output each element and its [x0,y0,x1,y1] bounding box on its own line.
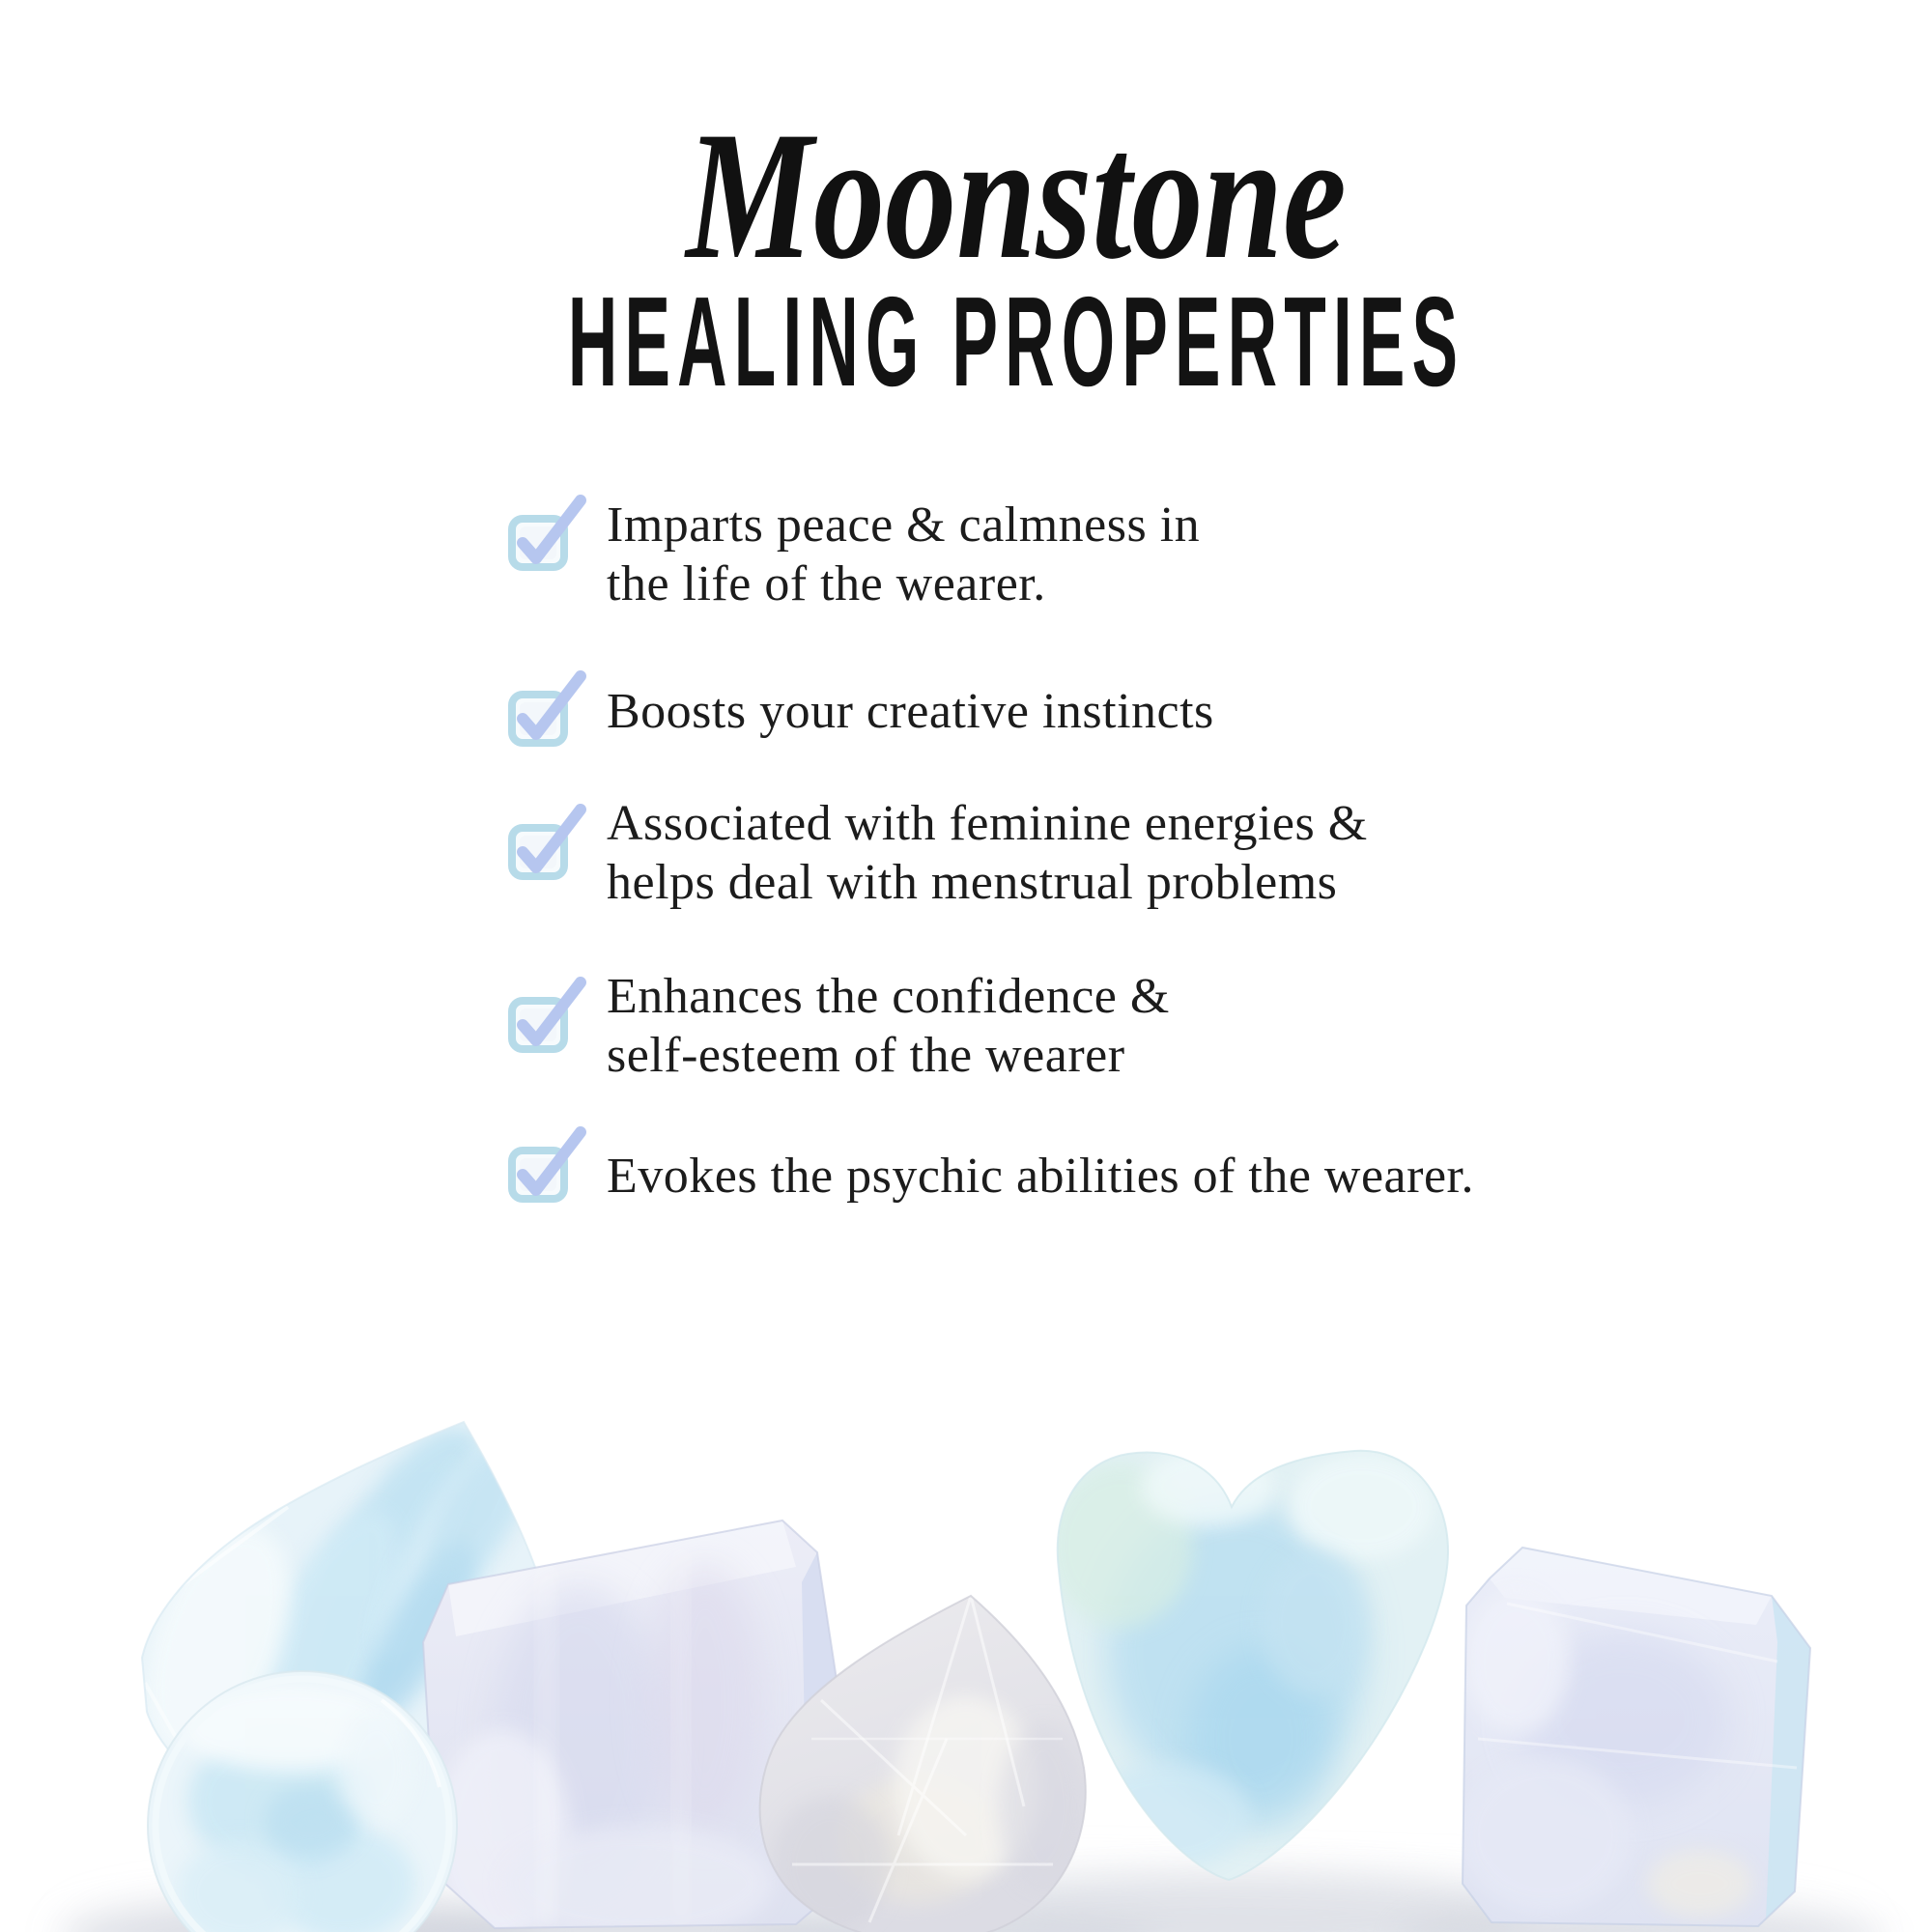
checklist-line: Evokes the psychic abilities of the wearer. [607,1149,1474,1204]
checklist-line: Boosts your creative instincts [607,684,1214,739]
checklist-line: the life of the wearer. [607,556,1046,611]
checklist-item [607,682,1214,741]
checklist-line: helps deal with menstrual problems [607,855,1338,910]
checklist-item [607,496,1200,613]
checklist-item [607,967,1170,1085]
page-title: Moonstone [686,95,1347,298]
gem-cushion-square [1459,1548,1810,1926]
checklist-line: self-esteem of the wearer [607,1028,1125,1083]
checklist-line: Imparts peace & calmness in [607,497,1201,553]
checklist-item [607,1147,1474,1206]
checked-checkbox-icon [506,803,591,882]
page-subtitle: HEALING PROPERTIES [567,270,1465,412]
moonstone-gems-image [0,1333,1932,1932]
checked-checkbox-icon [506,669,591,749]
checked-checkbox-icon [506,976,591,1055]
checklist-line: Enhances the confidence & [607,969,1170,1024]
checklist-line: Associated with feminine energies & [607,796,1368,851]
checked-checkbox-icon [506,1125,591,1205]
checked-checkbox-icon [506,494,591,573]
gem-heart [1048,1449,1448,1880]
checklist-item [607,794,1368,912]
